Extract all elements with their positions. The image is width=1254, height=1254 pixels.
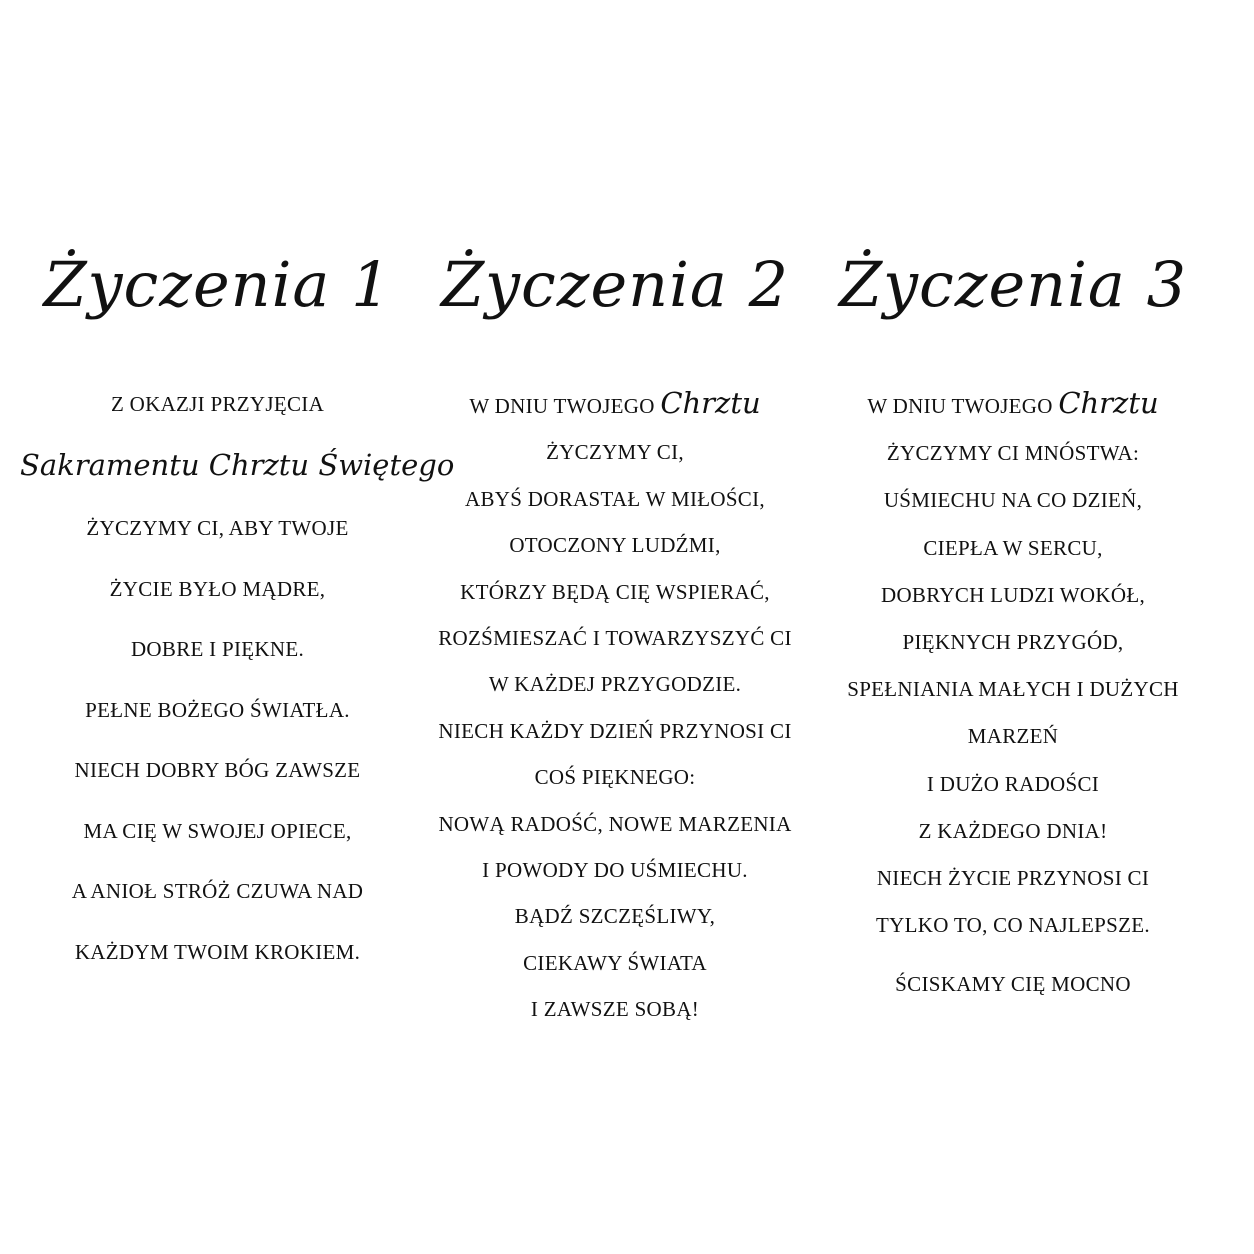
wishes-column-3 — [818, 230, 1208, 1009]
wish-line-text: I POWODY DO UŚMIECHU. — [482, 858, 748, 883]
wish-line-text: W KAŻDEJ PRZYGODZIE. — [488, 672, 742, 697]
wish-line-text: SPEŁNIANIA MAŁYCH I DUŻYCH — [847, 677, 1179, 702]
wish-line — [420, 940, 810, 986]
wish-line — [818, 430, 1208, 477]
wish-line — [20, 435, 455, 499]
wishes-column-2 — [420, 230, 810, 1033]
wish-line-text: ŻYCZYMY CI MNÓSTWA: — [886, 441, 1140, 466]
wish-line-text: PEŁNE BOŻEGO ŚWIATŁA. — [85, 697, 350, 722]
wish-line — [420, 986, 810, 1032]
wish-line-text: CIEKAWY ŚWIATA — [523, 950, 707, 975]
wish-line-text: ROZŚMIESZAĆ I TOWARZYSZYĆ CI — [438, 626, 792, 651]
wish-line-text: KAŻDYM TWOIM KROKIEM. — [74, 939, 361, 964]
wish-line — [420, 708, 810, 754]
wish-line-text: CIEPŁA W SERCU, — [923, 535, 1103, 560]
wish-line-text: W DNIU TWOJEGO — [469, 394, 655, 418]
wish-line — [420, 754, 810, 800]
wish-line-text: W DNIU TWOJEGO — [867, 394, 1053, 418]
wish-line-text: I ZAWSZE SOBĄ! — [530, 997, 700, 1022]
wish-line — [818, 902, 1208, 949]
wish-line — [818, 855, 1208, 902]
wish-line — [20, 801, 415, 862]
wishes-text-1 — [20, 374, 455, 982]
wish-line — [818, 666, 1208, 713]
wishes-column-1 — [20, 230, 455, 982]
wish-line — [818, 713, 1208, 760]
wishes-title-3: Życzenia 3 — [838, 248, 1188, 321]
wish-line — [20, 861, 415, 922]
wish-line — [20, 498, 415, 559]
wish-line — [20, 374, 415, 435]
wish-line-script: Chrztu — [1058, 386, 1159, 420]
wish-line — [420, 522, 810, 568]
wishes-title-2: Życzenia 2 — [440, 248, 790, 321]
wish-line-text: A ANIOŁ STRÓŻ CZUWA NAD — [71, 879, 364, 903]
wish-line-text: COŚ PIĘKNEGO: — [534, 765, 696, 790]
wish-line-text: KTÓRZY BĘDĄ CIĘ WSPIERAĆ, — [460, 579, 770, 604]
wish-line — [818, 525, 1208, 572]
wish-line — [818, 808, 1208, 855]
wish-line — [420, 476, 810, 522]
wish-line-text: ŚCISKAMY CIĘ MOCNO — [895, 972, 1131, 997]
wish-line-text: OTOCZONY LUDŹMI, — [509, 533, 721, 558]
wishes-text-2 — [420, 380, 810, 1033]
wish-line — [420, 893, 810, 939]
wish-line — [818, 961, 1208, 1008]
wish-line-text: ŻYCZYMY CI, ABY TWOJE — [86, 516, 349, 540]
wish-line — [420, 429, 810, 475]
wish-line-text: DOBRE I PIĘKNE. — [130, 637, 305, 661]
wish-line — [420, 615, 810, 661]
wishes-text-3 — [818, 380, 1208, 1009]
wish-line-text: ABYŚ DORASTAŁ W MIŁOŚCI, — [465, 486, 765, 511]
wish-line — [20, 922, 415, 983]
wish-line-text: NIECH DOBRY BÓG ZAWSZE — [74, 758, 361, 782]
wish-line — [420, 801, 810, 847]
wish-line-text: NIECH KAŻDY DZIEŃ PRZYNOSI CI — [438, 718, 792, 743]
wish-line — [20, 740, 415, 801]
wish-line — [420, 661, 810, 707]
wish-line-text: MARZEŃ — [967, 724, 1059, 749]
wish-line-text: ŻYCZYMY CI, — [546, 440, 684, 465]
wish-line-text: PIĘKNYCH PRZYGÓD, — [902, 630, 1124, 655]
wish-line-text: DOBRYCH LUDZI WOKÓŁ, — [880, 582, 1146, 607]
wish-line-text: I DUŻO RADOŚCI — [926, 771, 1100, 796]
wishes-title-1: Życzenia 1 — [43, 248, 392, 321]
wish-line-text: UŚMIECHU NA CO DZIEŃ, — [883, 488, 1143, 513]
wish-line-script: Chrztu — [660, 386, 761, 420]
wish-line-text: MA CIĘ W SWOJEJ OPIECE, — [83, 818, 352, 843]
wish-line-text: Z KAŻDEGO DNIA! — [918, 818, 1108, 843]
wish-line — [420, 569, 810, 615]
wish-line — [818, 477, 1208, 524]
wish-line-text: NIECH ŻYCIE PRZYNOSI CI — [876, 866, 1150, 891]
wish-line — [20, 680, 415, 741]
wish-line — [818, 380, 1208, 430]
wish-line — [20, 559, 415, 620]
wish-line — [818, 572, 1208, 619]
wish-line-text: NOWĄ RADOŚĆ, NOWE MARZENIA — [438, 811, 792, 836]
wish-line — [818, 761, 1208, 808]
line-gap — [818, 949, 1208, 961]
wish-line-script: Sakramentu Chrztu Świętego — [20, 447, 455, 482]
wish-line-text: BĄDŹ SZCZĘŚLIWY, — [514, 904, 716, 929]
wish-line — [420, 847, 810, 893]
wish-line-text: ŻYCIE BYŁO MĄDRE, — [109, 576, 326, 601]
wish-line — [20, 619, 415, 680]
wish-line — [818, 619, 1208, 666]
wish-line — [420, 380, 810, 429]
wish-line-text: TYLKO TO, CO NAJLEPSZE. — [876, 913, 1150, 938]
wish-line-text: Z OKAZJI PRZYJĘCIA — [110, 392, 325, 416]
